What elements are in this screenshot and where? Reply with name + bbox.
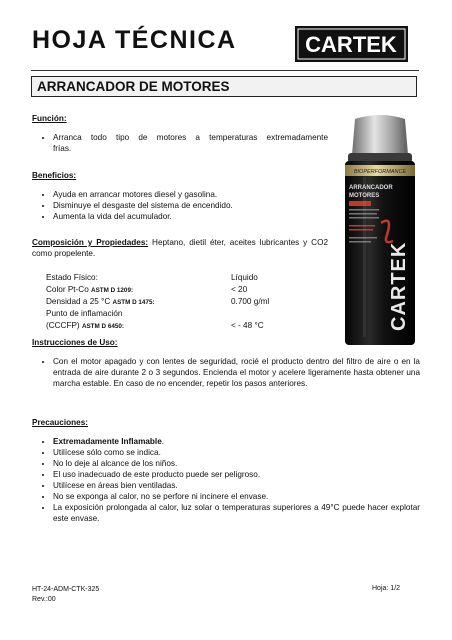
- property-standard: ASTM D 6450:: [81, 323, 124, 330]
- beneficios-list: [32, 189, 328, 222]
- instrucciones-list: [32, 356, 420, 389]
- list-item: • No lo deje al alcance de los niños.: [53, 458, 420, 469]
- property-row: [46, 284, 328, 296]
- property-label: Color Pt-Co: [46, 285, 92, 294]
- product-can-image: [337, 113, 423, 349]
- section-composicion: [32, 237, 328, 332]
- page-label: Hoja:: [372, 585, 389, 592]
- list-item: • Extremadamente Inflamable.: [53, 436, 420, 447]
- property-value: 0.700 g/ml: [231, 297, 270, 306]
- composicion-text: Heptano, dietil éter, aceites lubricantes y CO2 como propelente.: [32, 238, 329, 258]
- can-band-text: BIOPERFORMANCE: [353, 169, 407, 175]
- can-name-line1: ARRANCADOR: [349, 185, 393, 191]
- funcion-list: [32, 132, 328, 154]
- property-value: < - 48 °C: [231, 321, 264, 330]
- product-title: ARRANCADOR DE MOTORES: [37, 79, 230, 94]
- funcion-heading: Función:: [32, 114, 67, 123]
- list-item: • Arranca todo tipo de motores a temperaturas extremadamente frías.: [53, 132, 328, 154]
- header-divider: [31, 70, 419, 71]
- precauciones-heading: Precauciones:: [32, 418, 88, 427]
- properties-table: [46, 272, 328, 332]
- warning-flammable: Extremadamente Inflamable: [53, 437, 162, 446]
- instrucciones-heading: Instrucciones de Uso:: [32, 338, 118, 347]
- product-title-box: [31, 76, 417, 97]
- precauciones-list: [32, 436, 420, 524]
- property-row: [46, 308, 328, 320]
- composicion-heading: Composición y Propiedades:: [32, 238, 149, 247]
- document-code: HT-24-ADM-CTK-325: [32, 586, 100, 593]
- list-item: • Disminuye el desgaste del sistema de encendido.: [53, 200, 328, 211]
- list-item: • Con el motor apagado y con lentes de seguridad, rocié el producto dentro del filtro de aire o en la entrada de aire durante 2 o 3 segundos. Encienda el motor y acelere ligeramente hasta obtener una marcha estable. En caso de no encender, repetir los pasos anteriores.: [53, 356, 420, 389]
- cartek-logo: [295, 26, 408, 62]
- property-standard: ASTM D 1475:: [112, 299, 155, 306]
- property-value: Líquido: [231, 273, 258, 282]
- can-name-line2: MOTORES: [349, 193, 380, 199]
- property-row: [46, 296, 328, 308]
- property-row: [46, 272, 328, 284]
- property-label: (CCCFP): [46, 321, 82, 330]
- property-value: < 20: [231, 285, 248, 294]
- list-item: • Ayuda en arrancar motores diesel y gasolina.: [53, 189, 328, 200]
- list-item: • La exposición prolongada al calor, luz solar o temperaturas superiores a 49°C puede hacer explotar este envase.: [53, 502, 420, 524]
- can-brand-text: CARTEK: [388, 241, 410, 331]
- footer-left: [32, 585, 99, 605]
- section-funcion: [32, 113, 328, 154]
- footer-page: [372, 585, 400, 592]
- property-label: Estado Físico:: [46, 273, 98, 282]
- property-label: Densidad a 25 °C: [46, 297, 113, 306]
- section-precauciones: [32, 417, 420, 524]
- revision: Rev.:00: [32, 596, 56, 603]
- page-title: HOJA TÉCNICA: [32, 26, 237, 54]
- property-standard: ASTM D 1209:: [91, 287, 134, 294]
- section-beneficios: [32, 170, 328, 222]
- composicion-paragraph: [32, 237, 328, 259]
- list-item: • No se exponga al calor, no se perfore ni incinere el envase.: [53, 491, 420, 502]
- list-item: • Aumenta la vida del acumulador.: [53, 211, 328, 222]
- logo-text: CARTEK: [305, 32, 397, 57]
- page-number: 1/2: [390, 585, 401, 592]
- beneficios-heading: Beneficios:: [32, 171, 77, 180]
- list-item: • Utilícese sólo como se indica.: [53, 447, 420, 458]
- property-row: [46, 320, 328, 332]
- list-item: • El uso inadecuado de este producto puede ser peligroso.: [53, 469, 420, 480]
- property-label: Punto de inflamación: [46, 309, 123, 318]
- list-item: • Utilícese en áreas bien ventiladas.: [53, 480, 420, 491]
